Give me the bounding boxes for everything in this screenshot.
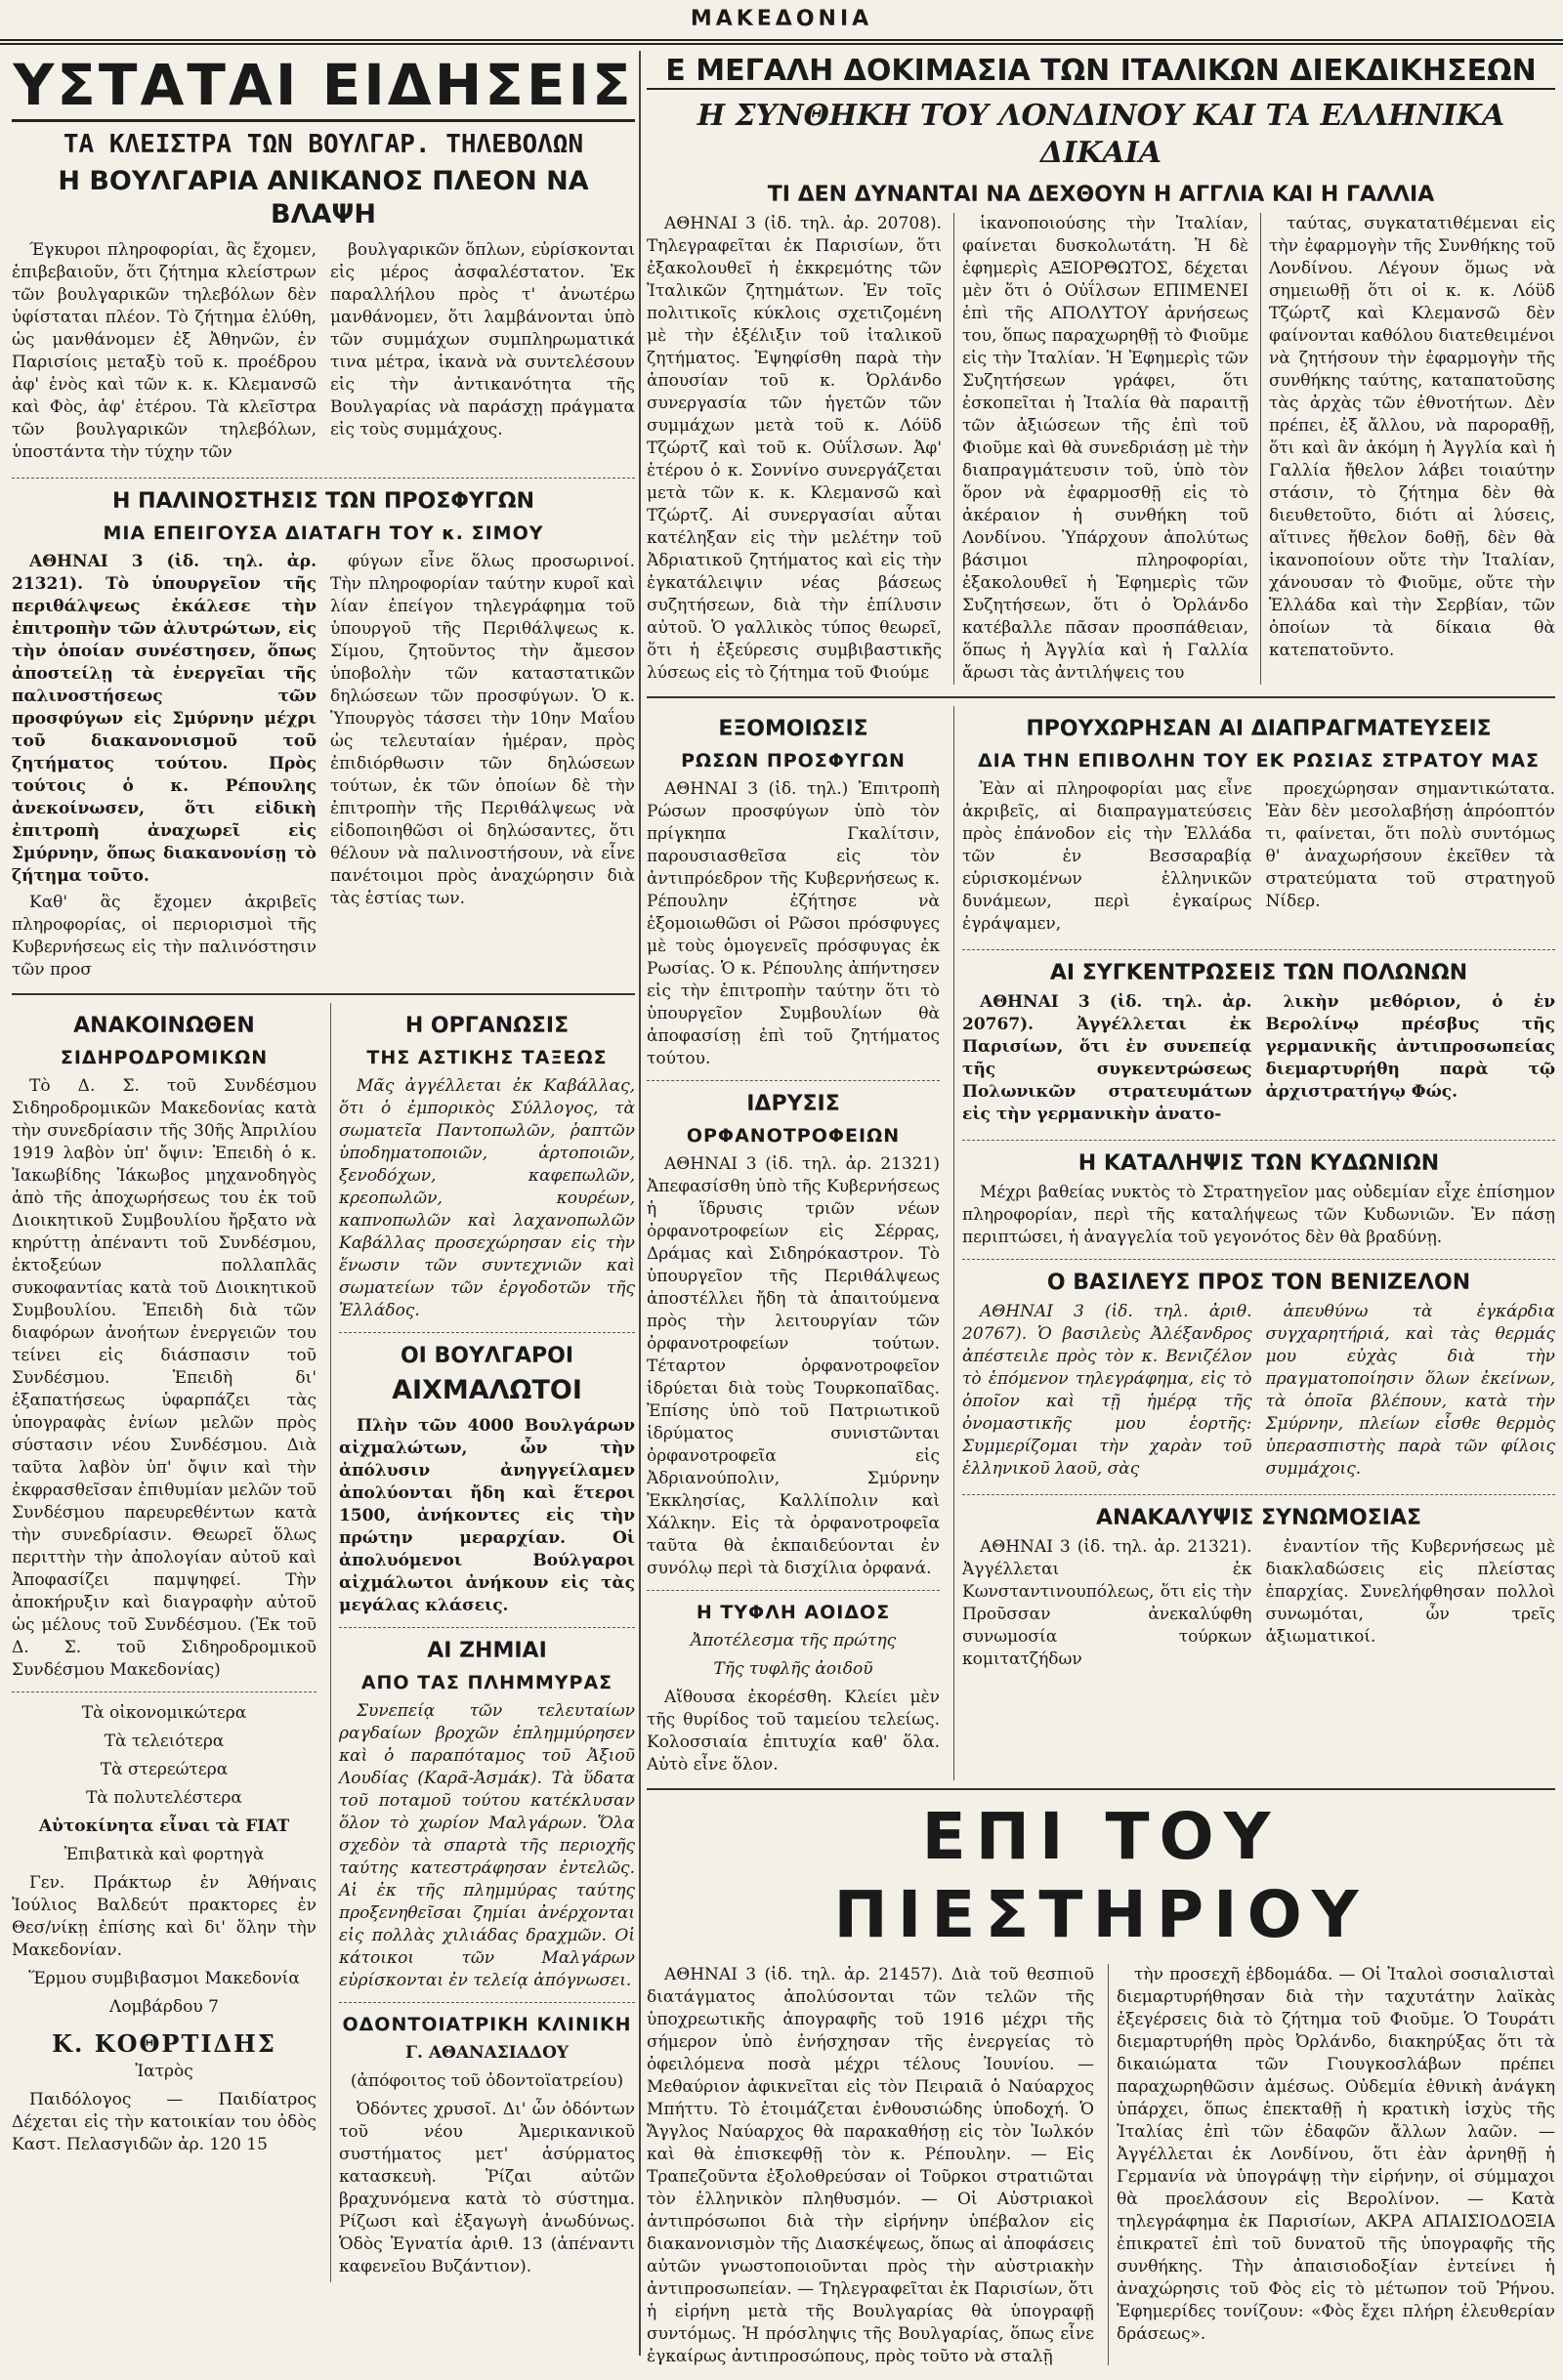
article-text: Μέχρι βαθείας νυκτὸς τὸ Στρατηγεῖον μας οὐδεμίαν εἶχε ἐπίσημον πληροφορίαν, περὶ τῆς καταλήψεως τῶν Κυδωνιῶν. Ἐν πάσῃ περιπτώσει, ἡ ἀναγγελία τοῦ γεγονότος δὲν θὰ βραδύνῃ. <box>962 1183 1555 1247</box>
article-text: φύγων εἶνε ὅλως προσωρινοί. Τὴν πληροφορίαν ταύτην κυροῖ καὶ λίαν ἐπείγον τηλεγράφημα τοῦ ὑπουργοῦ τῆς Περιθάλψεως κ. Σίμου, ζητοῦντος τὴν ἄμεσον ὑποβολὴν τῶν καταστατικῶν δηλώσεων τῶν προσφύγων. Ὁ κ. Ὑπουργὸς τάσσει τὴν 10ην Μαΐου ὡς τελευταίαν ἡμέραν, πρὸς ἐπιδιόρθωσιν τῶν δηλώσεων τούτων, ἐκ τῶν ὁποίων δὲ τὴν ἐπιτροπὴν τῆς Περιθάλψεως νὰ εἰδοποιηθῶσι οἱ δηλώσαντες, ὅτι θέλουν νὰ παλινοστήσουν, νὰ εἶνε πανέτοιμοι πρὸς ἀναχώρησιν διὰ τὰς ἑστίας των. <box>330 552 635 908</box>
article-text: ΑΘΗΝΑΙ 3 (ἰδ. τηλ.) Ἐπιτροπὴ Ρώσων προσφύγων ὑπὸ τὸν πρίγκηπα Γκαλίτσιν, παρουσιασθεῖσα εἰς τὸν ἀντιπρόεδρον τῆς Κυβερνήσεως κ. Ρέπουλην ἐζήτησε νὰ ἐξομοιωθῶσι οἱ Ρῶσοι πρόσφυγες μὲ τοὺς ὁμογενεῖς πρόσφυγας ἐκ Ρωσίας. Ὁ κ. Ρέπουλης ἀπήντησεν εἰς τὴν ἐπιτροπὴν ταύτην ὅτι τὸ ὑπουργεῖον Συμβουλίων θὰ ἀποφασίσῃ ἐπὶ τοῦ ζητήματος τούτου. <box>647 779 940 1068</box>
section-headline: ΙΔΡΥΣΙΣ <box>746 1092 840 1116</box>
divider <box>647 1788 1555 1790</box>
press-article <box>647 1964 1555 2365</box>
article-text: ἱκανοποιούσης τὴν Ἰταλίαν, φαίνεται δυσκολωτάτη. Ἡ δὲ ἐφημερὶς ΑΞΙΟΡΘΩΤΟΣ, δέχεται μὲν ὅτι ὁ Οὐΐλσων ΕΠΙΜΕΝΕΙ ἐπὶ τῆς ΑΠΟΛΥΤΟΥ ἀρνήσεως του, ὅπως παραχωρηθῇ τὸ Φιοῦμε εἰς τὴν Ἰταλίαν. Ἡ Ἐφημερὶς τῶν Συζητήσεων γράφει, ὅτι ἐσκοπεῖται ἡ Ἰταλία θὰ παραιτῇ τῶν ἀξιώσεων τῆς ἐπὶ τοῦ Φιοῦμε καὶ θὰ συνεδριάσῃ μὲ τὴν διαπραγμάτευσιν τοῦ, ὑπὸ τὸν ὅρον νὰ ἐφαρμοσθῇ εἰς τὸ ἀκέραιον ἡ συνθήκη τοῦ Λονδίνου. Ὑπάρχουν ἀπολύτως βάσιμοι πληροφορίαι, ἐξακολουθεῖ ἡ Ἐφημερὶς τῶν Συζητήσεων, ὅτι ὁ Ὀρλάνδο κατέβαλλε πᾶσαν προσπάθειαν, ὅπως ἡ Ἀγγλία καὶ ἡ Γαλλία ἄρωσι τὰς ἀντιλήψεις του <box>953 213 1248 685</box>
article-text: Αἴθουσα ἐκορέσθη. Κλείει μὲν τῆς θυρίδος τοῦ ταμείου τελείως. Κολοσσιαία ἐπιτυχία καθ' ὅλα. Αὐτὸ εἶνε ὅλον. <box>647 1688 940 1775</box>
column-rule <box>639 51 641 2356</box>
fiat-ad-line: Ἐπιβατικὰ καὶ φορτηγὰ <box>63 1845 265 1864</box>
article-text: ταύτας, συγκατατιθέμεναι εἰς τὴν ἐφαρμογὴν τῆς Συνθήκης τοῦ Λονδίνου. Λέγουν ὅμως νὰ σημειωθῇ ὅτι οἱ κ. κ. Λόϋδ Τζώρτζ καὶ Κλεμανσῶ δὲν φαίνονται καθόλου διατεθειμένοι νὰ ζητήσουν τὴν ἐφαρμογὴν τῆς συνθήκης ταύτης, καταπατοῦσης τὰς ἀρχὰς τῶν ἐθνοτήτων. Δὲν πρέπει, ἐξ ἄλλου, νὰ παροραθῇ, ὅτι καὶ ἂν ἀκόμη ἡ Ἀγγλία καὶ ἡ Γαλλία ἤθελον λάβει τοιαύτην στάσιν, τὸ ζήτημα δὲν θὰ διευθετοῦτο, διότι αἱ λύσεις, αἵτινες ἤθελον δοθῇ, δὲν θὰ ἱκανοποίουν οὔτε τὴν Ἰταλίαν, χάνουσαν τὸ Φιοῦμε, οὔτε τὴν Ἑλλάδα καὶ τὴν Σερβίαν, τῶν ὁποίων τὰ δίκαια θὰ κατεπατοῦντο. <box>1260 213 1555 685</box>
fiat-ad-line: Τὰ πολυτελέστερα <box>86 1788 242 1808</box>
divider <box>962 1140 1555 1141</box>
section-headline: ΑΝΑΚΟΙΝΩΘΕΝ <box>73 1014 255 1038</box>
section-subheadline: ΑΙΧΜΑΛΩΤΟΙ <box>392 1375 582 1405</box>
divider <box>12 1691 317 1692</box>
section-headline: ΟΙ ΒΟΥΛΓΑΡΟΙ <box>400 1344 574 1368</box>
ad-subtitle: (ἀπόφοιτος τοῦ ὀδοντοϊατρείου) <box>350 2071 624 2091</box>
divider <box>647 1590 940 1591</box>
ad-text: Γεν. Πράκτωρ ἐν Ἀθήναις Ἰούλιος Βαλδεύτ πρακτορες ἐν Θεσ/νίκῃ ἐπίσης καὶ δι' ὅλην τὴν Μακεδονίαν. <box>12 1873 317 1960</box>
section-subheadline: ΤΗΣ ΑΣΤΙΚΗΣ ΤΑΞΕΩΣ <box>366 1047 608 1068</box>
divider <box>12 478 635 479</box>
masthead: ΜΑΚΕΔΟΝΙΑ <box>0 0 1563 45</box>
article-text: Καθ' ἃς ἔχομεν ἀκριβεῖς πληροφορίας, οἱ περιορισμοὶ τῆς Κυβερνήσεως εἰς τὴν παλινόστησιν τῶν προσ <box>12 893 317 980</box>
subheadline: Η ΒΟΥΛΓΑΡΙΑ ΑΝΙΚΑΝΟΣ ΠΛΕΟΝ ΝΑ ΒΛΑΨΗ <box>58 166 589 230</box>
article-text: βουλγαρικῶν ὅπλων, εὑρίσκονται εἰς μέρος ἀσφαλέστατον. Ἐκ παραλλήλου πρὸς τ' ἀνωτέρω μανθάνομεν, ὅτι λαμβάνονται ὑπὸ τῶν συμμάχων συμπληρωματικά τινα μέτρα, ἱκανὰ νὰ συντελέσουν εἰς τὴν ἀντικανότητα τῆς Βουλγαρίας νὰ παράσχῃ πράγματα εἰς τοὺς συμμάχους. <box>330 240 635 439</box>
article-text: ΑΘΗΝΑΙ 3 (ἰδ. τηλ. ἀρ. 20708). Τηλεγραφεῖται ἐκ Παρισίων, ὅτι ἐξακολουθεῖ ἡ ἐκκρεμότης τῶν Ἰταλικῶν ζητημάτων. Ἐν τοῖς πολιτικοῖς κύκλοις σχετιζομένη μὲ τὴν ἐξέλιξιν τοῦ ἰταλικοῦ ζητήματος. Ἐψηφίσθη παρὰ τὴν ἀπουσίαν τοῦ κ. Ὀρλάνδο συνεργασία τῶν ἡγετῶν τῶν συμμάχων μετὰ τοῦ κ. Λόϋδ Τζώρτζ καὶ τοῦ κ. Οὐΐλσων. Ἀφ' ἑτέρου ὁ κ. Σοννίνο συνεργάζεται μετὰ τῶν κ. κ. Κλεμανσῶ καὶ Τζώρτζ. Αἱ συνεργασίαι αὗται κατέληξαν εἰς τὴν μελέτην τοῦ Ἀδριατικοῦ ζητήματος καὶ εἰς τὴν ἐγκατάλειψιν νέας βάσεως συζητήσεων, διὰ τὴν ἐπίλυσιν αὐτοῦ. Ὁ γαλλικὸς τύπος θεωρεῖ, ὅτι ἡ ἐξεύρεσις συμβιβαστικῆς λύσεως εἰς τὸ ζήτημα τοῦ Φιούμε <box>647 214 942 683</box>
main-headline: Ε ΜΕΓΑΛΗ ΔΟΚΙΜΑΣΙΑ ΤΩΝ ΙΤΑΛΙΚΩΝ ΔΙΕΚΔΙΚΗΣΕΩΝ <box>647 55 1555 90</box>
article-text: Συνεπείᾳ τῶν τελευταίων ραγδαίων βροχῶν ἐπλημμύρησεν καὶ ὁ παραπόταμος τοῦ Ἀξιοῦ Λουδίας (Καρᾶ-Ἀσμάκ). Τὰ ὕδατα τοῦ ποταμοῦ τούτου κατέκλυσαν ὅλον τὸ χωρίον Μαλγάρων. Ὅλα σχεδὸν τὰ σπαρτὰ τῆς περιοχῆς ταύτης κατεστράφησαν ἐντελῶς. Αἱ ἐκ τῆς πλημμύρας ταύτης προξενηθεῖσαι ζημίαι ἀνέρχονται εἰς πολλὰς χιλιάδας δραχμῶν. Οἱ κάτοικοι τῶν Μαλγάρων εὑρίσκονται ἐν τελείᾳ ἀπόγνωσει. <box>339 1701 635 1990</box>
subheadline: ΤΙ ΔΕΝ ΔΥΝΑΝΤΑΙ ΝΑ ΔΕΧΘΟΥΝ Η ΑΓΓΛΙΑ ΚΑΙ Η ΓΑΛΛΙΑ <box>767 183 1435 207</box>
section-subheadline: ΑΠΟ ΤΑΣ ΠΛΗΜΜΥΡΑΣ <box>360 1672 613 1693</box>
article-text: Πλὴν τῶν 4000 Βουλγάρων αἰχμαλώτων, ὧν τὴν ἀπόλυσιν ἀνηγγείλαμεν ἀπολύονται ἤδη καὶ ἕτεροι 1500, ἀνήκοντες εἰς τὴν πρώτην μεραρχίαν. Οἱ ἀπολυόμενοι Βούλγαροι αἰχμάλωτοι ἀνήκουν εἰς τὰς μεγάλας κλάσεις. <box>339 1416 635 1615</box>
left-column <box>12 51 635 2365</box>
ad-text: Ὀδόντες χρυσοῖ. Δι' ὧν ὀδόντων τοῦ νέου Ἀμερικανικοῦ συστήματος μετ' ἀσύρματος κατασκευὴ. Ῥίζαι αὐτῶν βραχυνόμενα κατὰ τὸ σύστημα. Ρίζωσι καὶ ἐξαγωγὴ ἀνωδύνως. Ὁδὸς Ἐγνατία ἀριθ. 13 (ἀπέναντι καφενεῖου Βυζάντιον). <box>339 2100 635 2276</box>
divider <box>647 696 1555 698</box>
article-text: Τὸ Δ. Σ. τοῦ Συνδέσμου Σιδηροδρομικῶν Μακεδονίας κατὰ τὴν συνεδρίασιν τῆς 30ῆς Ἀπριλίου 1919 λαβὸν ὑπ' ὄψιν: Ἐπειδὴ ὁ κ. Ἰακωβίδης Ἰάκωβος μηχανοδηγὸς ἀπὸ τῆς ἀποχωρήσεως του ἐκ τοῦ Διοικητικοῦ Συμβουλίου ἤρξατο νὰ κηρύττῃ ἀπέναντι τοῦ Συνδέσμου, ἐκτοξεύων πολλαπλᾶς συκοφαντίας κατὰ τοῦ Διοικητικοῦ Συμβουλίου. Ἐπειδὴ διὰ τῶν διαφόρων ἀνοήτων ἐνεργειῶν του τείνει εἰς διάσπασιν τοῦ Συνδέσμου. Ἐπειδὴ δι' ἐξαπατήσεως ὑφαρπάζει τὰς ὑπογραφὰς ἐνίων μελῶν πρὸς σύστασιν νέου Συνδέσμου. Διὰ ταῦτα λαβὸν ὑπ' ὄψιν καὶ τὴν ἐκφρασθεῖσαν ἐπιθυμίαν μελῶν τοῦ Συνδέσμου παρευρεθέντων κατὰ τὴν συνεδρίασιν. Θεωρεῖ ὅλως περιττὴν τὴν ἀπολογίαν αὐτοῦ καὶ Ἀποφασίζει παμψηφεί. Τὴν ἀποκήρυξιν καὶ διαγραφὴν αὐτοῦ ὡς μέλους τοῦ Συνδέσμου. (Ἐκ τοῦ Δ. Σ. τοῦ Σιδηροδρομικοῦ Συνδέσμου Μακεδονίας) <box>12 1076 317 1680</box>
main-headline: ΥΣΤΑΤΑΙ ΕΙΔΗΣΕΙΣ <box>12 51 635 122</box>
section-headline: Η ΤΥΦΛΗ ΑΟΙΔΟΣ <box>696 1602 891 1623</box>
section-headline: ΑΙ ΖΗΜΙΑΙ <box>427 1639 547 1663</box>
section-subheadline: Τῆς τυφλῆς ἀοιδοῦ <box>713 1659 873 1679</box>
subheadline: Η ΣΥΝΘΗΚΗ ΤΟΥ ΛΟΝΔΙΝΟΥ ΚΑΙ ΤΑ ΕΛΛΗΝΙΚΑ ΔΙΚΑΙΑ <box>697 99 1505 170</box>
poles-article <box>962 991 1555 1130</box>
fiat-ad-line: Τὰ τελειότερα <box>104 1732 225 1751</box>
section-subheadline: ΔΙΑ ΤΗΝ ΕΠΙΒΟΛΗΝ ΤΟΥ ΕΚ ΡΩΣΙΑΣ ΣΤΡΑΤΟΥ ΜΑΣ <box>977 750 1541 772</box>
ad-text: Παιδόλογος — Παιδίατρος Δέχεται εἰς τὴν κατοικίαν του ὁδὸς Καστ. Πελασγιδῶν ἀρ. 120 15 <box>12 2090 317 2154</box>
doctor-title: Ἰατρὸς <box>135 2062 193 2081</box>
section-headline: Ο ΒΑΣΙΛΕΥΣ ΠΡΟΣ ΤΟΝ ΒΕΝΙΖΕΛΟΝ <box>1046 1271 1471 1295</box>
article-text: προεχώρησαν σημαντικώτατα. Ἐὰν δὲν μεσολαβήσῃ ἀπρόοπτόν τι, φαίνεται, ὅτι πολὺ συντόμως θ' ἀναχωρήσουν ἐκεῖθεν τὰ στρατεύματα τοῦ στρατηγοῦ Νίδερ. <box>1265 779 1555 911</box>
divider <box>647 1080 940 1081</box>
section-headline: ΑΙ ΣΥΓΚΕΝΤΡΩΣΕΙΣ ΤΩΝ ΠΟΛΩΝΩΝ <box>1049 961 1468 985</box>
section-headline: Η ΠΑΛΙΝΟΣΤΗΣΙΣ ΤΩΝ ΠΡΟΣΦΥΓΩΝ <box>112 489 534 514</box>
section-subheadline: Ἀποτέλεσμα τῆς πρώτης <box>690 1631 897 1650</box>
refugees-article <box>12 551 635 985</box>
section-subheadline: ΜΙΑ ΕΠΕΙΓΟΥΣΑ ΔΙΑΤΑΓΗ ΤΟΥ κ. ΣΙΜΟΥ <box>103 522 544 544</box>
doctor-name: Κ. ΚΟΘΡΤΙΔΗΣ <box>52 2029 276 2058</box>
article-text: λικὴν μεθόριον, ὁ ἐν Βερολίνῳ πρέσβυς τῆς γερμανικῆς ἀντιπροσωπείας διεμαρτυρήθη παρὰ τῷ ἀρχιστρατήγῳ Φώς. <box>1265 992 1555 1102</box>
divider <box>962 1259 1555 1260</box>
fiat-ad-line: Αὐτοκίνητα εἶναι τὰ FIAT <box>38 1816 290 1836</box>
section-subheadline: ΣΙΔΗΡΟΔΡΟΜΙΚΩΝ <box>60 1047 269 1068</box>
lower-left-grid <box>12 1003 635 2282</box>
fiat-ad-line: Τὰ στερεώτερα <box>100 1760 229 1779</box>
article-text: ΑΘΗΝΑΙ 3 (ἰδ. τηλ. ἀρ. 21321). Τὸ ὑπουργεῖον τῆς περιθάλψεως ἐκάλεσε τὴν ἐπιτροπὴν τῶν ἀλυτρώτων, εἰς τὴν ὁποίαν συνέστησεν, ὅπως ἀποστείλῃ τὰ ἐνεργεῖαι τῆς παλινοστήσεως τῶν προσφύγων εἰς Σμύρνην μέχρι τοῦ διακανονισμοῦ τοῦ ζητήματος τούτου. Πρὸς τούτοις ὁ κ. Ρέπουλης ἀνεκοίνωσεν, ὅτι εἰδικὴ ἐπιτροπὴ ἀναχωρεῖ εἰς Σμύρνην, ὅπως διακανονίσῃ τὸ ζήτημα τοῦτο. <box>12 552 317 886</box>
rail-column <box>12 1003 317 2282</box>
divider <box>339 1627 635 1628</box>
section-subheadline: ΡΩΣΩΝ ΠΡΟΣΦΥΓΩΝ <box>681 750 906 772</box>
divider <box>339 1332 635 1333</box>
section-subheadline: ΟΡΦΑΝΟΤΡΟΦΕΙΩΝ <box>686 1125 901 1147</box>
divider <box>962 949 1555 950</box>
king-article <box>962 1301 1555 1484</box>
right-column <box>647 51 1555 2365</box>
mid-right-column <box>953 706 1555 1780</box>
article-text: Ἐὰν αἱ πληροφορίαι μας εἶνε ἀκριβεῖς, αἱ διαπραγματεύσεις πρὸς ἐπάνοδον εἰς τὴν Ἑλλάδα τῶν ἐν Βεσσαραβίᾳ εὑρισκομένων ἑλληνικῶν δυνάμεων, περὶ ἐγκαίρως ἐγράψαμεν, <box>962 779 1252 934</box>
ad-address: Λομβάρδου 7 <box>109 1997 219 2017</box>
subheadline: ΤΑ ΚΛΕΙΣΤΡΑ ΤΩΝ ΒΟΥΛΓΑΡ. ΤΗΛΕΒΟΛΩΝ <box>63 130 584 159</box>
ad-headline: ΟΔΟΝΤΟΙΑΤΡΙΚΗ ΚΛΙΝΙΚΗ <box>342 2014 632 2035</box>
italy-article <box>647 213 1555 689</box>
article-text: ἀπευθύνω τὰ ἐγκάρδια συγχαρητήριά, καὶ τὰς θερμάς μου εὐχὰς διὰ τὴν πραγματοποίησιν ὅλων ἐκείνων, τὰ ὁποῖα βλέπουν, κατὰ τὴν Σμύρνην, πλείων εἶσθε θερμὸς ὑπερασπιστὴς παρὰ τῶν φίλοις συμμάχοις. <box>1265 1302 1555 1479</box>
lead-article <box>12 239 635 468</box>
article-text: ΑΘΗΝΑΙ 3 (ἰδ. τηλ. ἀρ. 20767). Ἀγγέλλεται ἐκ Παρισίων, ὅτι ἐν συνεπείᾳ τῆς συγκεντρώσεως Πολωνικῶν στρατευμάτων εἰς τὴν γερμανικὴν ἀνατο- <box>962 992 1252 1124</box>
article-text: ΑΘΗΝΑΙ 3 (ἰδ. τηλ. ἀριθ. 20767). Ὁ βασιλεὺς Ἀλέξανδρος ἀπέστειλε πρὸς τὸν κ. Βενιζέλον τὸ ἑπόμενον τηλεγράφημα, εἰς τὸ ὁποῖον καὶ τῇ ἡμέρᾳ τῆς ὀνομαστικῆς μου ἑορτῆς: Συμμερίζομαι τὴν χαρὰν τοῦ ἑλληνικοῦ λαοῦ, σὰς <box>962 1302 1252 1479</box>
divider <box>12 993 635 995</box>
section-headline: ΠΡΟΥΧΩΡΗΣΑΝ ΑΙ ΔΙΑΠΡΑΓΜΑΤΕΥΣΕΙΣ <box>1026 717 1492 741</box>
plot-article <box>962 1536 1555 1675</box>
middle-grid <box>647 706 1555 1780</box>
press-headline: ΕΠΙ ΤΟΥ ΠΙΕΣΤΗΡΙΟΥ <box>833 1799 1369 1952</box>
article-text: Μᾶς ἀγγέλλεται ἐκ Καβάλλας, ὅτι ὁ ἐμπορικὸς Σύλλογος, τὰ σωματεῖα Παντοπωλῶν, ῥαπτῶν ὑποδηματοποιῶν, ἀρτοποιῶν, ξενοδόχων, καφεπωλῶν, κρεοπωλῶν, κουρέων, καπνοπωλῶν καὶ λαχανοπωλῶν Καβάλλας προσεχώρησαν εἰς τὴν ἕνωσιν τῶν συντεχνιῶν καὶ σωματείων τῶν ἐργοδοτῶν τῆς Ἑλλάδος. <box>339 1076 635 1320</box>
article-text: Έγκυροι πληροφορίαι, ἃς ἔχομεν, ἐπιβεβαιοῦν, ὅτι ζήτημα κλείστρων τῶν βουλγαρικῶν τηλεβόλων δὲν ὑφίσταται πλέον. Τὸ ζήτημα ἐλύθη, ὡς μανθάνομεν ἐξ Ἀθηνῶν, ἐν Παρισίοις μεταξὺ τοῦ κ. προέδρου ἀφ' ἑνὸς καὶ τῶν κ. κ. Κλεμανσῶ καὶ Φὸς, ἀφ' ἑτέρου. Τὰ κλεῖστρα τῶν βουλγαρικῶν τηλεβόλων, ὑποστάντα τὴν τύχην τῶν <box>12 240 317 462</box>
section-headline: Η ΚΑΤΑΛΗΨΙΣ ΤΩΝ ΚΥΔΩΝΙΩΝ <box>1077 1151 1440 1176</box>
ad-name: Γ. ΑΘΑΝΑΣΙΑΔΟΥ <box>404 2043 570 2063</box>
article-text: ἐναντίον τῆς Κυβερνήσεως μὲ διακλαδώσεις εἰς πλείστας ἐπαρχίας. Συνελήφθησαν πολλοὶ συνωμόται, ὧν τρεῖς ἀξιωματικοί. <box>1265 1537 1555 1647</box>
article-text: ΑΘΗΝΑΙ 3 (ἰδ. τηλ. ἀρ. 21321). Ἀγγέλλεται ἐκ Κωνσταντινουπόλεως, ὅτι εἰς τὴν Προῦσσαν ἀνεκαλύφθη συνωμοσία τούρκων κομιτατζήδων <box>962 1537 1252 1669</box>
article-text: ΑΘΗΝΑΙ 3 (ἰδ. τηλ. ἀρ. 21321) Ἀπεφασίσθη ὑπὸ τῆς Κυβερνήσεως ἡ ἵδρυσις τριῶν νέων ὀρφανοτροφείων εἰς Σέρρας, Δράμας καὶ Σιδηρόκαστρον. Τὸ ὑπουργεῖον τῆς Περιθάλψεως ἀποστέλλει ἤδη τὰ ἀπαιτούμενα πρὸς τὴν λειτουργίαν τῶν ὀρφανοτροφείων τούτων. Τέταρτον ὀρφανοτροφεῖον ἱδρύεται διὰ τοὺς Τουρκοπαῖδας. Ἐπίσης ὑπὸ τοῦ Πατριωτικοῦ ἱδρύματος συνιστῶνται ὀρφανοτροφεῖα εἰς Ἀδριανούπολιν, Σμύρνην Ἐκκλησίας, Καλλίπολιν καὶ Χάλκην. Εἰς τὰ ὀρφανοτροφεῖα ταῦτα θὰ ἐκπαιδεύονται ἐν συνόλῳ περὶ τὰ δισχίλια ὀρφανά. <box>647 1154 940 1578</box>
fiat-ad-line: Τὰ οἰκονομικώτερα <box>81 1703 247 1723</box>
section-headline: ΕΞΟΜΟΙΩΣΙΣ <box>718 717 868 741</box>
section-headline: Η ΟΡΓΑΝΩΣΙΣ <box>404 1014 570 1038</box>
mid-left-column <box>647 706 940 1780</box>
section-headline: ΑΝΑΚΑΛΥΨΙΣ ΣΥΝΩΜΟΣΙΑΣ <box>1096 1506 1421 1530</box>
article-text: τὴν προσεχῆ ἑβδομάδα. — Οἱ Ἰταλοὶ σοσιαλισταὶ διεμαρτυρήθησαν διὰ τὴν ταχυτάτην λαϊκὰς ἐξεγέρσεις διὰ τὸ ζήτημα τοῦ Φιοῦμε. Ὁ Τουράτι διεμαρτυρήθη πρὸς Ὀρλάνδο, διακηρύξας ὅτι τὰ δικαιώματα τῶν Γιουγκοσλάβων πρέπει παραχωρηθῶσιν ἀμέσως. Οὐδεμία ἐθνικὴ ἀνάγκη ὑπάρχει, ὅπως ἐπεκταθῇ ἡ κρατικὴ ἰσχὺς τῆς Ἰταλίας ἐπὶ τῶν ἐδαφῶν ἄλλων λαῶν. — Ἀγγέλλεται ἐκ Λονδίνου, ὅτι ἐὰν ἀρνηθῇ ἡ Γερμανία νὰ ὑπογράψῃ τὴν εἰρήνην, οἱ σύμμαχοι θὰ προελάσουν εἰς Βερολίνον. — Κατὰ τηλεγράφημα ἐκ Παρισίων, ΑΚΡΑ ΑΠΑΙΣΙΟΔΟΞΙΑ ἐπικρατεῖ ἐπὶ τοῦ δυνατοῦ τῆς ὑπογραφῆς τῆς συνθήκης. Τὴν ἀπαισιοδοξίαν ἐντείνει ἡ ἀναχώρησις τοῦ Φὸς εἰς τὸ μέτωπον τοῦ Ῥήνου. Ἐφημερίδες τονίζουν: «Φὸς ἔχει πλήρη ἐλευθερίαν δράσεως». <box>1108 1964 1555 2365</box>
ad-address: Ἕρμου συμβιβασμοι Μακεδονία <box>28 1969 300 1988</box>
guild-column <box>330 1003 635 2282</box>
talks-article <box>962 778 1555 939</box>
divider <box>962 1494 1555 1495</box>
divider <box>339 2002 635 2003</box>
article-text: ΑΘΗΝΑΙ 3 (ἰδ. τηλ. ἀρ. 21457). Διὰ τοῦ θεσπιοῦ διατάγματος ἀπολύσονται τῶν τελῶν τῆς ὑποχρεωτικῆς ἀπογραφῆς τοῦ 1916 μέχρι τῆς σήμερον ὑπὸ ἐνήσχησαν τῆς ἐνεργείας τὸ ὀφειλόμενα ποσὰ μέχρι τέλους Ἰουνίου. — Μεθαύριον ἀφικνεῖται εἰς τὸν Πειραιᾶ ὁ Ναύαρχος Μπήττυ. Τὸ ἑτοιμάζεται ἐνθουσιώδης ὑποδοχή. Ὁ Ἄγγλος Ναύαρχος θὰ παρακαθήσῃ εἰς τὸν Ἰωλκόν καὶ θὰ ἐπισκεφθῇ τὸν κ. Ρέπουλην. — Εἰς Τραπεζοῦντα ἐξολοθρεύσαν οἱ Τοῦρκοι στρατιῶται τὸν ἑλληνικὸν πληθυσμόν. — Οἱ Αὐστριακοὶ ἀντιπρόσωποι διὰ τὴν εἰρήνην ὑπέβαλον εἰς διακανονισμὸν τῆς Διασκέψεως, ὅπως αἱ ἀποφάσεις αὐτῶν γνωστοποιοῦνται πρὸς τὴν αὐστριακὴν ἀντιπροσωπείαν. — Τηλεγραφεῖται ἐκ Παρισίων, ὅτι ἡ εἰρήνη μετὰ τῆς Βουλγαρίας θὰ ὑπογραφῇ συντόμως. Ἡ πρόσληψις τῆς Βουλγαρίας, ὅπως εἶνε ἐγκαίρως ἀντιπροσώπους, πρὸς τοῦτο νὰ σταλῇ <box>647 1965 1094 2365</box>
